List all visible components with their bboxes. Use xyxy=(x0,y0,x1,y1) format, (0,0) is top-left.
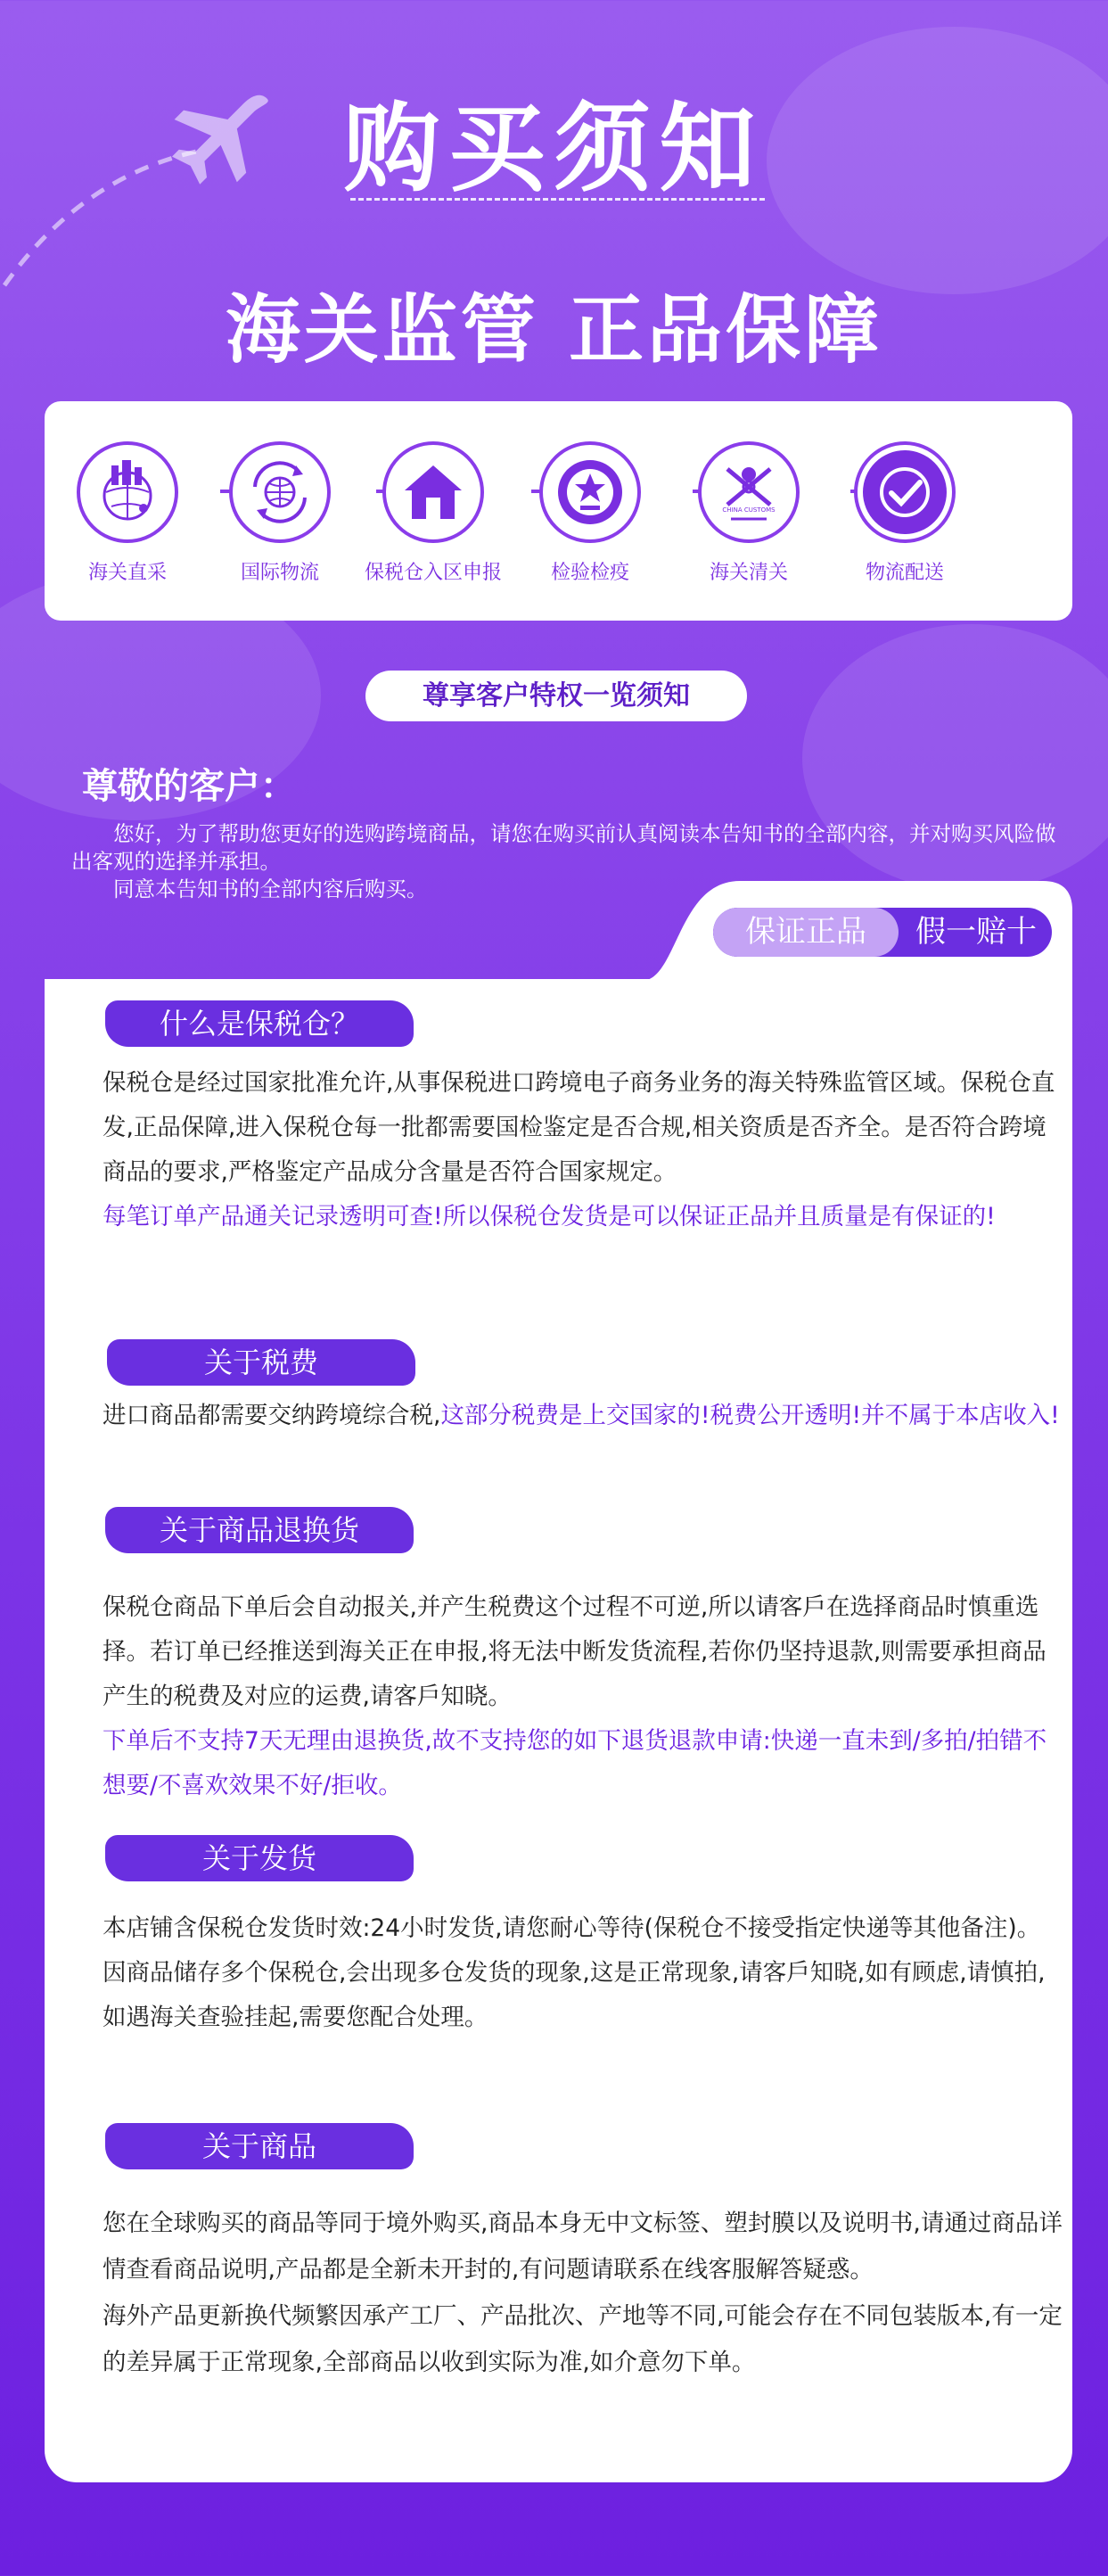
section-highlight: 这部分税费是上交国家的!税费公开透明!并不属于本店收入! xyxy=(440,1402,1060,1429)
greeting-heading: 尊敬的客户： xyxy=(82,766,296,807)
section-paragraph: 保税仓是经过国家批准允许,从事保税进口跨境电子商务业务的海关特殊监管区域。保税仓直发,正品保障,进入保税仓每一批都需要国检鉴定是否合规,相关资质是否齐全。是否符合跨境商品的要求,严格鉴定产品成分含量是否符合国家规定。 xyxy=(103,1069,1055,1186)
section-body-returns xyxy=(103,1585,1065,1808)
process-step-label: 检验检疫 xyxy=(550,562,629,584)
china-customs-emblem-icon xyxy=(711,455,786,530)
section-paragraph: 您在全球购买的商品等同于境外购买,商品本身无中文标签、塑封膜以及说明书,请通过商品详情查看商品说明,产品都是全新未开封的,有问题请联系在线客服解答疑惑。 xyxy=(103,2210,1063,2284)
section-title-tax: 关于税费 xyxy=(107,1339,415,1386)
process-step-label: 国际物流 xyxy=(240,562,319,584)
badge-genuine: 保证正品 xyxy=(713,908,899,957)
globe-buildings-icon xyxy=(92,457,163,528)
customs-process-card xyxy=(45,401,1072,621)
section-paragraph xyxy=(103,1393,1065,1439)
process-step-inspection xyxy=(510,441,670,585)
process-step-label: 海关清关 xyxy=(709,562,788,584)
process-step-label: 保税仓入区申报 xyxy=(364,562,502,584)
section-title-products: 关于商品 xyxy=(105,2123,414,2169)
checkmark-circle-icon xyxy=(874,461,936,523)
section-normal-text: 进口商品都需要交纳跨境综合税, xyxy=(103,1402,441,1429)
section-body-shipping xyxy=(103,1906,1065,2040)
section-body-products xyxy=(103,2201,1065,2386)
process-step-label: 海关直采 xyxy=(87,562,167,584)
customs-emblem-text: CHINA CUSTOMS xyxy=(722,506,776,514)
title-divider xyxy=(350,198,765,201)
intro-paragraph: 您好，为了帮助您更好的选购跨境商品，请您在购买前认真阅读本告知书的全部内容，并对购买风险做出客观的选择并承担。 xyxy=(71,821,1056,874)
section-paragraph: 海外产品更新换代频繁因承产工厂、产品批次、产地等不同,可能会存在不同包装版本,有一定的差异属于正常现象,全部商品以收到实际为准,如介意勿下单。 xyxy=(103,2302,1063,2376)
authenticity-badge xyxy=(713,908,1052,957)
section-title-bonded-warehouse: 什么是保税仓？ xyxy=(105,1000,414,1047)
page-title: 购买须知 xyxy=(343,94,765,205)
privilege-banner: 尊享客户特权一览须知 xyxy=(365,671,747,721)
section-paragraph: 保税仓商品下单后会自动报关,并产生税费这个过程不可逆,所以请客戶在选择商品时慎重选择。若订单已经推送到海关正在申报,将无法中断发货流程,若你仍坚持退款,则需要承担商品产生的税费及对应的运费,请客戶知晓。 xyxy=(103,1593,1046,1710)
section-paragraph: 本店铺含保税仓发货时效:24小时发货,请您耐心等待(保税仓不接受指定快递等其他备注)。 xyxy=(103,1914,1041,1942)
inspection-emblem-icon xyxy=(554,456,627,529)
process-step-customs-clearance xyxy=(669,441,829,585)
warehouse-icon xyxy=(401,460,465,524)
process-step-delivery xyxy=(825,441,985,585)
globe-arrows-icon xyxy=(244,457,316,528)
section-highlight: 下单后不支持7天无理由退换货,故不支持您的如下退货退款申请:快递一直未到/多拍/拍错不想要/不喜欢效果不好/拒收。 xyxy=(103,1727,1047,1799)
section-title-shipping: 关于发货 xyxy=(105,1835,414,1881)
section-paragraph: 因商品储存多个保税仓,会出现多仓发货的现象,这是正常现象,请客戶知晓,如有顾虑,请慎拍,如遇海关查验挂起,需要您配合处理。 xyxy=(103,1959,1046,2031)
section-body-bonded-warehouse xyxy=(103,1061,1065,1239)
section-title-returns: 关于商品退换货 xyxy=(105,1507,414,1553)
section-body-tax xyxy=(103,1393,1065,1439)
intro-paragraph: 同意本告知书的全部内容后购买。 xyxy=(113,876,428,901)
badge-compensation: 假一赔十 xyxy=(915,914,1037,950)
process-step-label: 物流配送 xyxy=(865,562,944,584)
notice-card xyxy=(45,979,1072,2482)
page-subtitle: 海关监管 正品保障 xyxy=(225,286,883,374)
section-highlight: 每笔订单产品通关记录透明可查!所以保税仓发货是可以保证正品并且质量是有保证的! xyxy=(103,1203,996,1230)
process-step-direct-purchase xyxy=(47,441,208,585)
process-step-international-logistics xyxy=(200,441,360,585)
process-step-bonded-warehouse xyxy=(353,441,513,585)
